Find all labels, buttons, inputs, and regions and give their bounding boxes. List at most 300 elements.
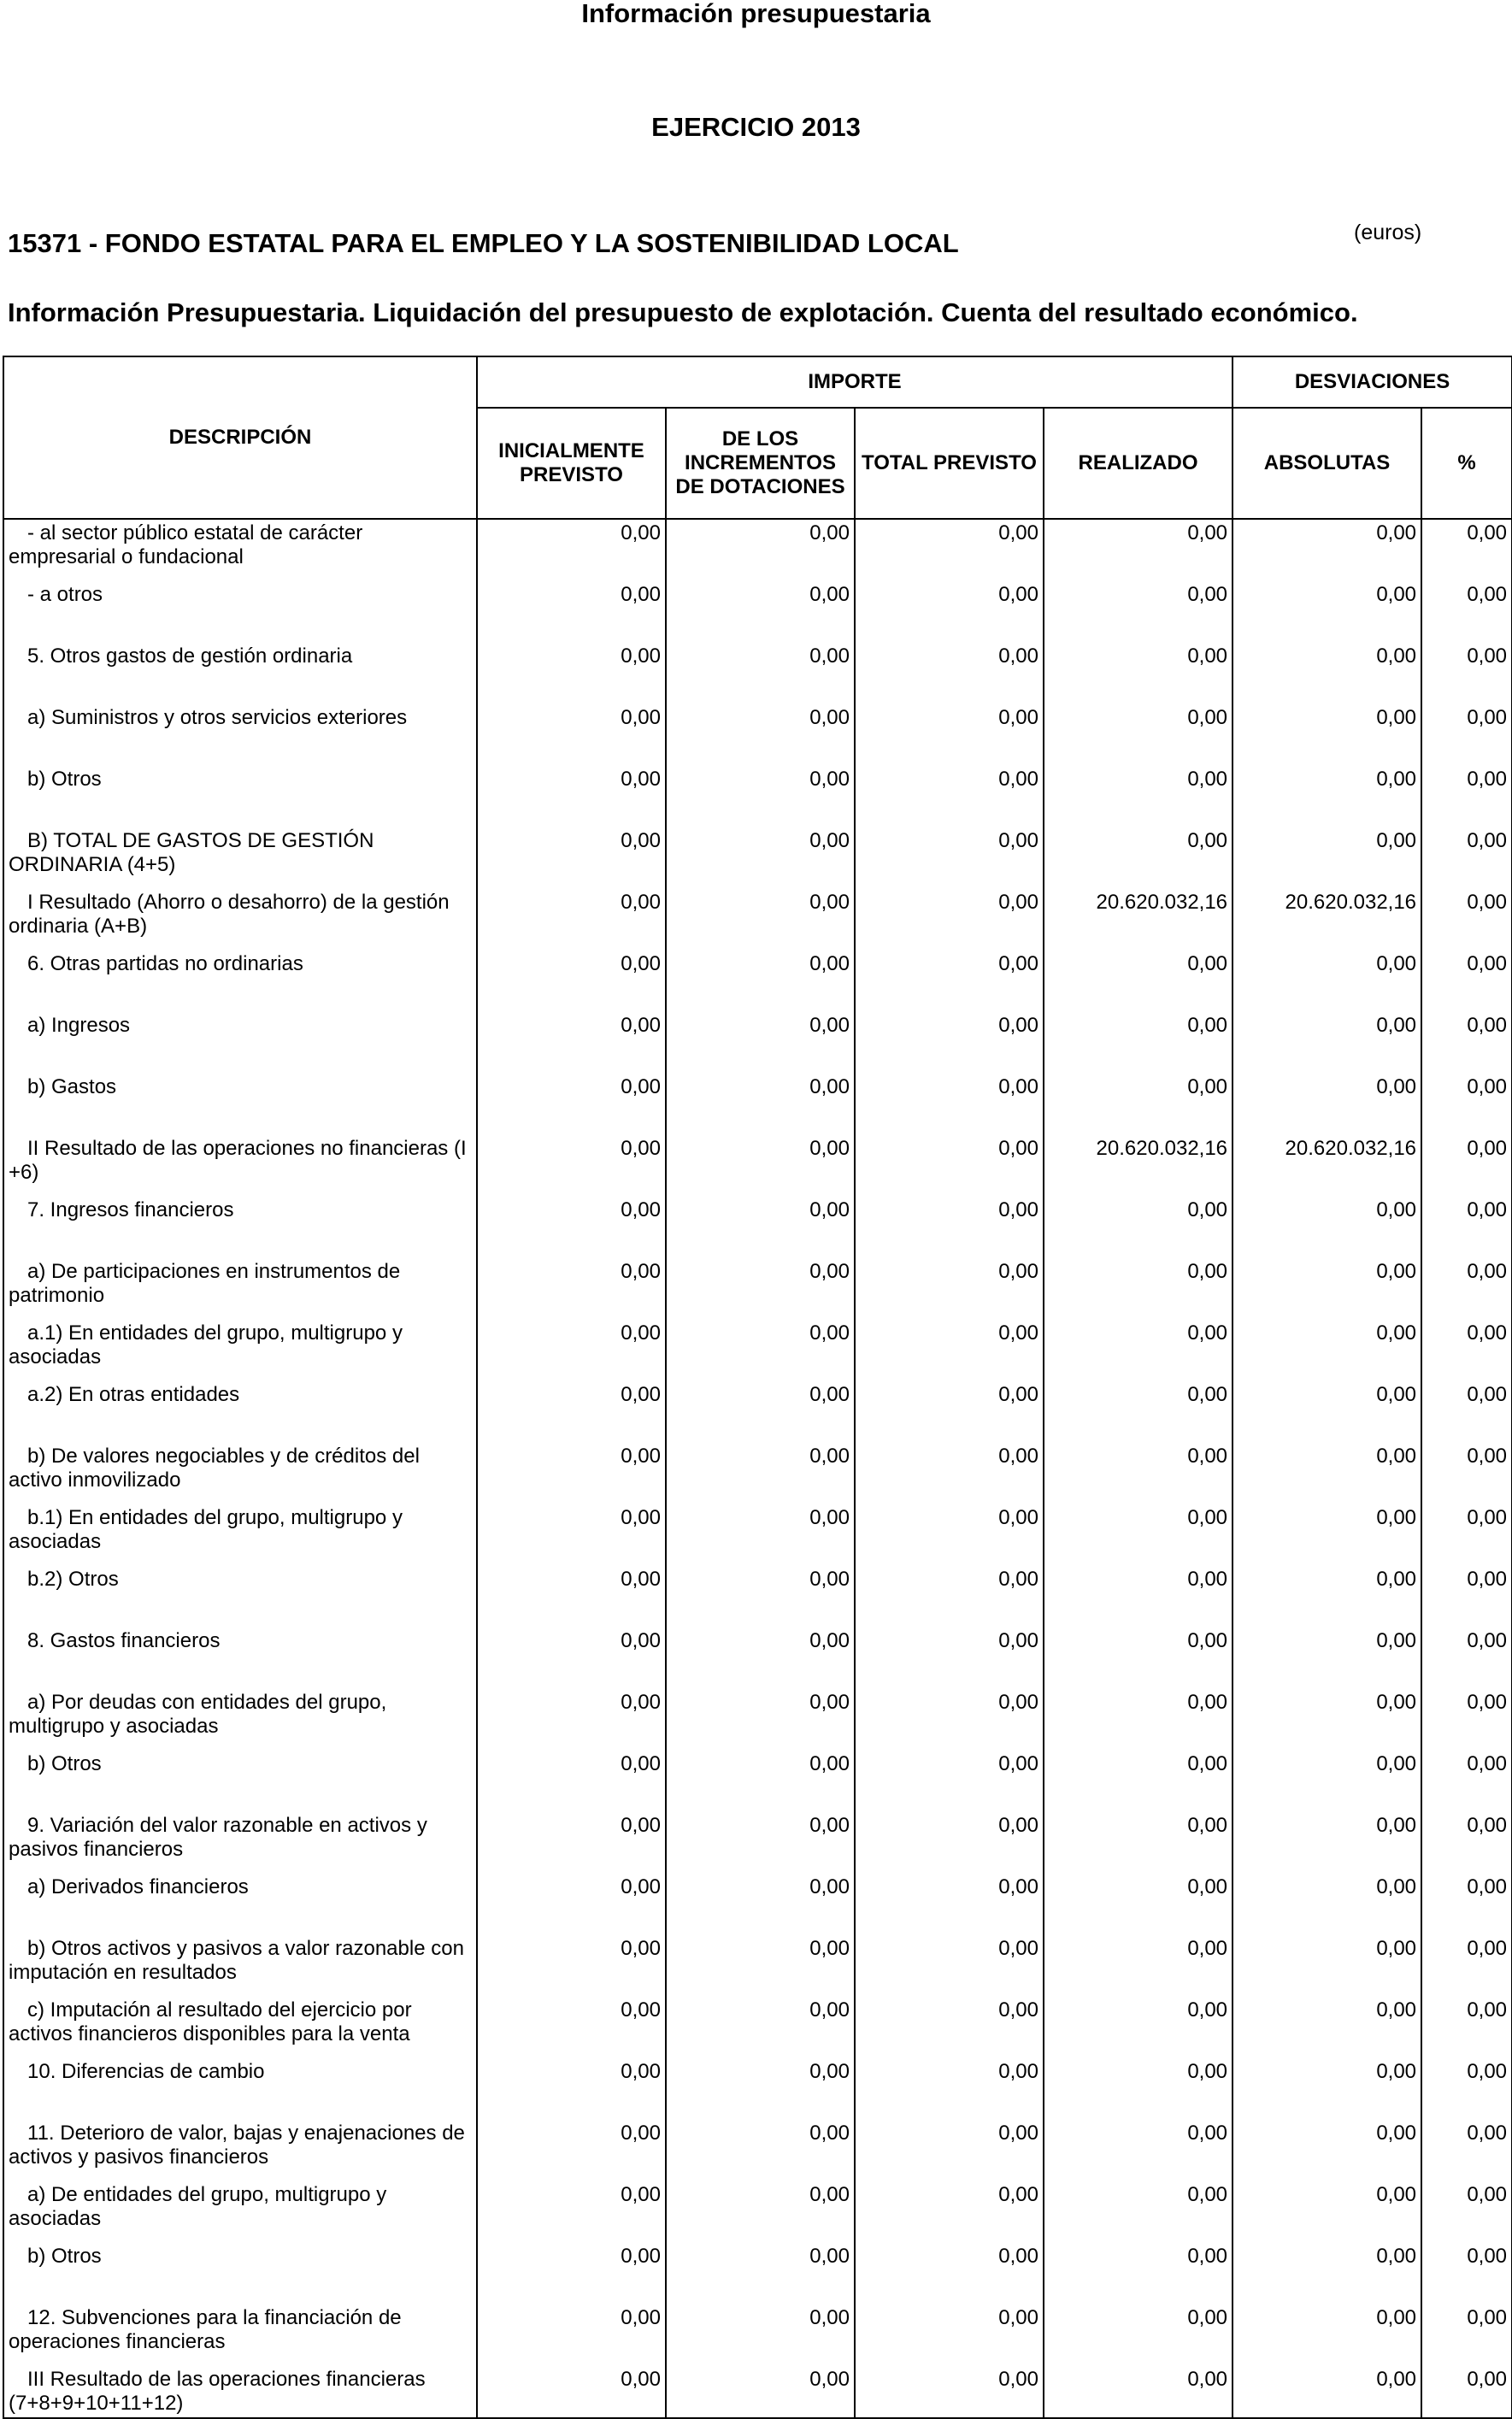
cell-inicialmente-previsto: 0,00 (477, 889, 666, 951)
cell-absolutas: 0,00 (1233, 1874, 1421, 1935)
cell-absolutas: 0,00 (1233, 1935, 1421, 1997)
cell-porcentaje: 0,00 (1421, 2366, 1512, 2418)
row-description (3, 1566, 477, 1627)
row-description (3, 1874, 477, 1935)
row-description-lead: 6. Otras partidas no ordinarias (27, 952, 303, 975)
cell-incrementos-dotaciones: 0,00 (666, 1566, 855, 1627)
row-description-rest: pasivos financieros (9, 1838, 184, 1861)
cell-porcentaje: 0,00 (1421, 2058, 1512, 2120)
cell-total-previsto: 0,00 (855, 2366, 1044, 2418)
table-row (3, 2181, 1512, 2243)
cell-incrementos-dotaciones: 0,00 (666, 1812, 855, 1874)
cell-realizado: 0,00 (1044, 1443, 1233, 1504)
cell-total-previsto: 0,00 (855, 766, 1044, 827)
cell-realizado: 0,00 (1044, 1627, 1233, 1689)
cell-absolutas: 0,00 (1233, 1443, 1421, 1504)
row-description (3, 1381, 477, 1443)
cell-incrementos-dotaciones: 0,00 (666, 1135, 855, 1197)
header-porcentaje: % (1421, 408, 1512, 519)
cell-incrementos-dotaciones: 0,00 (666, 2181, 855, 2243)
cell-realizado: 0,00 (1044, 1874, 1233, 1935)
cell-porcentaje: 0,00 (1421, 581, 1512, 643)
cell-realizado: 0,00 (1044, 951, 1233, 1012)
row-description-lead: 12. Subvenciones para la financiación de (27, 2306, 402, 2329)
cell-porcentaje: 0,00 (1421, 1504, 1512, 1566)
table-header (3, 356, 1512, 519)
cell-inicialmente-previsto: 0,00 (477, 2120, 666, 2181)
row-description-lead: b.1) En entidades del grupo, multigrupo y (27, 1506, 403, 1529)
table-row (3, 1812, 1512, 1874)
cell-inicialmente-previsto: 0,00 (477, 2058, 666, 2120)
cell-realizado: 20.620.032,16 (1044, 1135, 1233, 1197)
cell-absolutas: 0,00 (1233, 827, 1421, 889)
cell-total-previsto: 0,00 (855, 1504, 1044, 1566)
cell-porcentaje: 0,00 (1421, 1997, 1512, 2058)
row-description-lead: - al sector público estatal de carácter (27, 521, 363, 544)
header-realizado: REALIZADO (1044, 408, 1233, 519)
row-description-rest: ordinaria (A+B) (9, 915, 148, 938)
row-description-lead: b) Otros (27, 2245, 102, 2268)
cell-inicialmente-previsto: 0,00 (477, 1566, 666, 1627)
table-row (3, 827, 1512, 889)
row-description-lead: 5. Otros gastos de gestión ordinaria (27, 644, 353, 668)
row-description-lead: I Resultado (Ahorro o desahorro) de la gestión (27, 891, 450, 914)
row-description-lead: b) Gastos (27, 1075, 117, 1098)
cell-absolutas: 0,00 (1233, 1689, 1421, 1751)
cell-total-previsto: 0,00 (855, 889, 1044, 951)
cell-total-previsto: 0,00 (855, 1751, 1044, 1812)
cell-incrementos-dotaciones: 0,00 (666, 1627, 855, 1689)
cell-porcentaje: 0,00 (1421, 1012, 1512, 1074)
table-row (3, 1320, 1512, 1381)
cell-total-previsto: 0,00 (855, 2181, 1044, 2243)
cell-total-previsto: 0,00 (855, 951, 1044, 1012)
cell-incrementos-dotaciones: 0,00 (666, 1197, 855, 1258)
cell-porcentaje: 0,00 (1421, 889, 1512, 951)
cell-total-previsto: 0,00 (855, 2120, 1044, 2181)
table-row (3, 951, 1512, 1012)
cell-realizado: 0,00 (1044, 1197, 1233, 1258)
cell-absolutas: 0,00 (1233, 1566, 1421, 1627)
cell-inicialmente-previsto: 0,00 (477, 2181, 666, 2243)
cell-porcentaje: 0,00 (1421, 827, 1512, 889)
row-description (3, 704, 477, 766)
cell-absolutas: 0,00 (1233, 1197, 1421, 1258)
cell-total-previsto: 0,00 (855, 2243, 1044, 2304)
table-row (3, 581, 1512, 643)
budget-table (3, 356, 1512, 2419)
row-description-lead: 9. Variación del valor razonable en activos y (27, 1814, 427, 1837)
cell-absolutas: 0,00 (1233, 581, 1421, 643)
cell-realizado: 0,00 (1044, 2304, 1233, 2366)
row-description (3, 1074, 477, 1135)
cell-absolutas: 0,00 (1233, 2058, 1421, 2120)
cell-absolutas: 0,00 (1233, 1504, 1421, 1566)
cell-absolutas: 0,00 (1233, 2120, 1421, 2181)
cell-absolutas: 0,00 (1233, 704, 1421, 766)
cell-total-previsto: 0,00 (855, 643, 1044, 704)
cell-realizado: 0,00 (1044, 1320, 1233, 1381)
cell-inicialmente-previsto: 0,00 (477, 1443, 666, 1504)
table-row (3, 1627, 1512, 1689)
units-label: (euros) (1354, 221, 1422, 244)
table-row (3, 1074, 1512, 1135)
table-row (3, 1874, 1512, 1935)
row-description (3, 643, 477, 704)
table-row (3, 1566, 1512, 1627)
cell-incrementos-dotaciones: 0,00 (666, 1012, 855, 1074)
header-inicialmente-previsto: INICIALMENTE PREVISTO (477, 408, 666, 519)
row-description-lead: b) Otros activos y pasivos a valor razonable (27, 1937, 426, 1960)
cell-total-previsto: 0,00 (855, 1997, 1044, 2058)
row-description-lead: - a otros (27, 583, 103, 606)
cell-realizado: 0,00 (1044, 519, 1233, 581)
cell-porcentaje: 0,00 (1421, 643, 1512, 704)
cell-inicialmente-previsto: 0,00 (477, 2243, 666, 2304)
row-description-lead: b) De valores negociables y de créditos del (27, 1445, 420, 1468)
cell-porcentaje: 0,00 (1421, 1812, 1512, 1874)
cell-porcentaje: 0,00 (1421, 1751, 1512, 1812)
table-row (3, 1751, 1512, 1812)
row-description-lead: II Resultado de las operaciones no financieras (27, 1137, 449, 1160)
cell-incrementos-dotaciones: 0,00 (666, 827, 855, 889)
row-description (3, 1443, 477, 1504)
cell-absolutas: 0,00 (1233, 1381, 1421, 1443)
cell-porcentaje: 0,00 (1421, 951, 1512, 1012)
cell-absolutas: 0,00 (1233, 643, 1421, 704)
row-description (3, 1135, 477, 1197)
row-description-lead: a) Derivados financieros (27, 1875, 249, 1898)
cell-realizado: 20.620.032,16 (1044, 889, 1233, 951)
table-row (3, 643, 1512, 704)
cell-absolutas: 0,00 (1233, 1812, 1421, 1874)
row-description (3, 951, 477, 1012)
row-description-rest: asociadas (9, 1530, 102, 1553)
row-description-rest: (7+8+9+10+11+12) (9, 2392, 184, 2415)
cell-incrementos-dotaciones: 0,00 (666, 1443, 855, 1504)
row-description-lead: a) Suministros y otros servicios exteriores (27, 706, 408, 729)
cell-porcentaje: 0,00 (1421, 1197, 1512, 1258)
row-description-rest: multigrupo y asociadas (9, 1715, 219, 1738)
cell-incrementos-dotaciones: 0,00 (666, 951, 855, 1012)
table-row (3, 1997, 1512, 2058)
table-row (3, 2120, 1512, 2181)
table-row (3, 1258, 1512, 1320)
cell-porcentaje: 0,00 (1421, 1689, 1512, 1751)
row-description-rest: patrimonio (9, 1284, 105, 1307)
cell-incrementos-dotaciones: 0,00 (666, 766, 855, 827)
cell-incrementos-dotaciones: 0,00 (666, 2120, 855, 2181)
cell-realizado: 0,00 (1044, 2366, 1233, 2418)
row-description-rest: de activos y pasivos financieros (9, 2122, 465, 2169)
cell-incrementos-dotaciones: 0,00 (666, 643, 855, 704)
row-description-rest: empresarial o fundacional (9, 545, 244, 568)
cell-porcentaje: 0,00 (1421, 1135, 1512, 1197)
cell-inicialmente-previsto: 0,00 (477, 1012, 666, 1074)
row-description (3, 889, 477, 951)
row-description (3, 1627, 477, 1689)
cell-porcentaje: 0,00 (1421, 1320, 1512, 1381)
cell-inicialmente-previsto: 0,00 (477, 1812, 666, 1874)
row-description-lead: III Resultado de las operaciones financieras (27, 2368, 426, 2391)
cell-absolutas: 0,00 (1233, 766, 1421, 827)
cell-porcentaje: 0,00 (1421, 2304, 1512, 2366)
row-description (3, 1812, 477, 1874)
row-description-rest: activos financieros disponibles para la venta (9, 2022, 410, 2045)
cell-porcentaje: 0,00 (1421, 2243, 1512, 2304)
row-description (3, 1197, 477, 1258)
cell-porcentaje: 0,00 (1421, 2120, 1512, 2181)
table-row (3, 2243, 1512, 2304)
cell-total-previsto: 0,00 (855, 704, 1044, 766)
cell-absolutas: 0,00 (1233, 519, 1421, 581)
cell-absolutas: 0,00 (1233, 2181, 1421, 2243)
cell-realizado: 0,00 (1044, 1504, 1233, 1566)
cell-absolutas: 0,00 (1233, 1258, 1421, 1320)
cell-realizado: 0,00 (1044, 2243, 1233, 2304)
cell-realizado: 0,00 (1044, 643, 1233, 704)
cell-porcentaje: 0,00 (1421, 766, 1512, 827)
cell-incrementos-dotaciones: 0,00 (666, 1074, 855, 1135)
cell-incrementos-dotaciones: 0,00 (666, 1874, 855, 1935)
cell-realizado: 0,00 (1044, 766, 1233, 827)
cell-absolutas: 20.620.032,16 (1233, 889, 1421, 951)
cell-incrementos-dotaciones: 0,00 (666, 1258, 855, 1320)
cell-total-previsto: 0,00 (855, 1135, 1044, 1197)
row-description-rest: (I +6) (9, 1137, 467, 1184)
cell-total-previsto: 0,00 (855, 1627, 1044, 1689)
cell-realizado: 0,00 (1044, 704, 1233, 766)
row-description-rest: asociadas (9, 2207, 102, 2230)
cell-incrementos-dotaciones: 0,00 (666, 2304, 855, 2366)
cell-realizado: 0,00 (1044, 1012, 1233, 1074)
cell-total-previsto: 0,00 (855, 2058, 1044, 2120)
cell-inicialmente-previsto: 0,00 (477, 1689, 666, 1751)
row-description (3, 2058, 477, 2120)
row-description-lead: 8. Gastos financieros (27, 1629, 221, 1652)
header-desviaciones: DESVIACIONES (1233, 356, 1512, 408)
cell-incrementos-dotaciones: 0,00 (666, 1935, 855, 1997)
cell-incrementos-dotaciones: 0,00 (666, 1751, 855, 1812)
cell-absolutas: 0,00 (1233, 1997, 1421, 2058)
cell-inicialmente-previsto: 0,00 (477, 1751, 666, 1812)
cell-total-previsto: 0,00 (855, 1197, 1044, 1258)
row-description-lead: B) TOTAL DE GASTOS DE GESTIÓN (27, 829, 374, 852)
cell-realizado: 0,00 (1044, 2120, 1233, 2181)
cell-inicialmente-previsto: 0,00 (477, 1074, 666, 1135)
row-description-rest: operaciones financieras (9, 2330, 226, 2353)
row-description-lead: a) Por deudas con entidades del grupo, (27, 1691, 387, 1714)
cell-realizado: 0,00 (1044, 1689, 1233, 1751)
cell-porcentaje: 0,00 (1421, 704, 1512, 766)
cell-realizado: 0,00 (1044, 581, 1233, 643)
cell-absolutas: 0,00 (1233, 1012, 1421, 1074)
table-row (3, 1197, 1512, 1258)
cell-porcentaje: 0,00 (1421, 1627, 1512, 1689)
row-description (3, 1751, 477, 1812)
table-row (3, 2058, 1512, 2120)
cell-inicialmente-previsto: 0,00 (477, 1197, 666, 1258)
cell-inicialmente-previsto: 0,00 (477, 766, 666, 827)
cell-porcentaje: 0,00 (1421, 1443, 1512, 1504)
row-description-lead: a) Ingresos (27, 1014, 131, 1037)
cell-porcentaje: 0,00 (1421, 1874, 1512, 1935)
cell-incrementos-dotaciones: 0,00 (666, 1320, 855, 1381)
cell-total-previsto: 0,00 (855, 1689, 1044, 1751)
row-description (3, 1504, 477, 1566)
cell-incrementos-dotaciones: 0,00 (666, 519, 855, 581)
cell-total-previsto: 0,00 (855, 1443, 1044, 1504)
row-description-lead: 11. Deterioro de valor, bajas y enajenaciones (27, 2122, 437, 2145)
cell-incrementos-dotaciones: 0,00 (666, 1689, 855, 1751)
cell-total-previsto: 0,00 (855, 1812, 1044, 1874)
cell-inicialmente-previsto: 0,00 (477, 581, 666, 643)
row-description (3, 1320, 477, 1381)
cell-total-previsto: 0,00 (855, 519, 1044, 581)
cell-inicialmente-previsto: 0,00 (477, 1320, 666, 1381)
cell-porcentaje: 0,00 (1421, 1566, 1512, 1627)
cell-realizado: 0,00 (1044, 2058, 1233, 2120)
cell-porcentaje: 0,00 (1421, 1074, 1512, 1135)
table-row (3, 1012, 1512, 1074)
row-description (3, 1012, 477, 1074)
cell-absolutas: 0,00 (1233, 1320, 1421, 1381)
cell-absolutas: 0,00 (1233, 2304, 1421, 2366)
row-description (3, 2120, 477, 2181)
row-description-lead: b.2) Otros (27, 1568, 119, 1591)
row-description-lead: a) De participaciones en instrumentos de (27, 1260, 401, 1283)
cell-realizado: 0,00 (1044, 2181, 1233, 2243)
header-absolutas: ABSOLUTAS (1233, 408, 1421, 519)
cell-inicialmente-previsto: 0,00 (477, 643, 666, 704)
cell-absolutas: 0,00 (1233, 2366, 1421, 2418)
cell-inicialmente-previsto: 0,00 (477, 519, 666, 581)
cell-realizado: 0,00 (1044, 1812, 1233, 1874)
cell-realizado: 0,00 (1044, 1751, 1233, 1812)
table-row (3, 1935, 1512, 1997)
table-row (3, 1443, 1512, 1504)
cell-incrementos-dotaciones: 0,00 (666, 581, 855, 643)
cell-absolutas: 0,00 (1233, 2243, 1421, 2304)
header-total-previsto: TOTAL PREVISTO (855, 408, 1044, 519)
cell-inicialmente-previsto: 0,00 (477, 1381, 666, 1443)
cell-inicialmente-previsto: 0,00 (477, 827, 666, 889)
cell-realizado: 0,00 (1044, 1381, 1233, 1443)
cell-incrementos-dotaciones: 0,00 (666, 889, 855, 951)
cell-total-previsto: 0,00 (855, 2304, 1044, 2366)
cell-porcentaje: 0,00 (1421, 1935, 1512, 1997)
row-description-lead: b) Otros (27, 1752, 102, 1775)
row-description-lead: 10. Diferencias de cambio (27, 2060, 265, 2083)
cell-total-previsto: 0,00 (855, 1012, 1044, 1074)
cell-inicialmente-previsto: 0,00 (477, 1504, 666, 1566)
cell-total-previsto: 0,00 (855, 1074, 1044, 1135)
table-row (3, 766, 1512, 827)
cell-realizado: 0,00 (1044, 1074, 1233, 1135)
header-descripcion: DESCRIPCIÓN (3, 356, 477, 519)
row-description-lead: a.1) En entidades del grupo, multigrupo y (27, 1321, 403, 1345)
table-row (3, 519, 1512, 581)
cell-total-previsto: 0,00 (855, 1381, 1044, 1443)
table-row (3, 1381, 1512, 1443)
cell-incrementos-dotaciones: 0,00 (666, 704, 855, 766)
entity-heading: 15371 - FONDO ESTATAL PARA EL EMPLEO Y LA SOSTENIBILIDAD LOCAL (8, 228, 959, 258)
cell-incrementos-dotaciones: 0,00 (666, 2366, 855, 2418)
row-description-rest: con imputación en resultados (9, 1937, 464, 1984)
row-description (3, 2304, 477, 2366)
row-description (3, 2243, 477, 2304)
cell-inicialmente-previsto: 0,00 (477, 951, 666, 1012)
cell-total-previsto: 0,00 (855, 1566, 1044, 1627)
table-body (3, 519, 1512, 2418)
cell-total-previsto: 0,00 (855, 1935, 1044, 1997)
cell-incrementos-dotaciones: 0,00 (666, 2243, 855, 2304)
cell-inicialmente-previsto: 0,00 (477, 1627, 666, 1689)
cell-absolutas: 20.620.032,16 (1233, 1135, 1421, 1197)
cell-porcentaje: 0,00 (1421, 1381, 1512, 1443)
cell-realizado: 0,00 (1044, 1566, 1233, 1627)
cell-total-previsto: 0,00 (855, 1874, 1044, 1935)
header-incrementos-dotaciones: DE LOS INCREMENTOS DE DOTACIONES (666, 408, 855, 519)
cell-inicialmente-previsto: 0,00 (477, 1935, 666, 1997)
cell-total-previsto: 0,00 (855, 1258, 1044, 1320)
table-row (3, 1504, 1512, 1566)
row-description (3, 1689, 477, 1751)
cell-realizado: 0,00 (1044, 1935, 1233, 1997)
table-row (3, 704, 1512, 766)
cell-porcentaje: 0,00 (1421, 519, 1512, 581)
table-row (3, 1135, 1512, 1197)
row-description-rest: ORDINARIA (4+5) (9, 853, 176, 876)
row-description-lead: a.2) En otras entidades (27, 1383, 240, 1406)
cell-realizado: 0,00 (1044, 827, 1233, 889)
table-row (3, 889, 1512, 951)
cell-inicialmente-previsto: 0,00 (477, 1135, 666, 1197)
cell-realizado: 0,00 (1044, 1258, 1233, 1320)
cell-total-previsto: 0,00 (855, 827, 1044, 889)
row-description-rest: asociadas (9, 1345, 102, 1368)
row-description (3, 2366, 477, 2418)
cell-incrementos-dotaciones: 0,00 (666, 2058, 855, 2120)
row-description (3, 827, 477, 889)
cell-porcentaje: 0,00 (1421, 1258, 1512, 1320)
header-importe: IMPORTE (477, 356, 1233, 408)
cell-inicialmente-previsto: 0,00 (477, 2304, 666, 2366)
report-subtitle: Información Presupuestaria. Liquidación del presupuesto de explotación. Cuenta del resultado económico. (8, 297, 1358, 327)
cell-porcentaje: 0,00 (1421, 2181, 1512, 2243)
table-row (3, 2304, 1512, 2366)
cell-absolutas: 0,00 (1233, 951, 1421, 1012)
row-description (3, 581, 477, 643)
row-description (3, 2181, 477, 2243)
cell-incrementos-dotaciones: 0,00 (666, 1997, 855, 2058)
table-row (3, 1689, 1512, 1751)
row-description (3, 519, 477, 581)
fiscal-year-heading: EJERCICIO 2013 (651, 112, 861, 142)
cell-inicialmente-previsto: 0,00 (477, 704, 666, 766)
cell-incrementos-dotaciones: 0,00 (666, 1504, 855, 1566)
row-description-lead: a) De entidades del grupo, multigrupo y (27, 2183, 387, 2206)
cell-inicialmente-previsto: 0,00 (477, 1874, 666, 1935)
table-row (3, 2366, 1512, 2418)
cell-incrementos-dotaciones: 0,00 (666, 1381, 855, 1443)
cell-inicialmente-previsto: 0,00 (477, 1258, 666, 1320)
cell-total-previsto: 0,00 (855, 581, 1044, 643)
row-description (3, 766, 477, 827)
row-description (3, 1258, 477, 1320)
row-description-rest: activo inmovilizado (9, 1468, 181, 1492)
cell-absolutas: 0,00 (1233, 1074, 1421, 1135)
